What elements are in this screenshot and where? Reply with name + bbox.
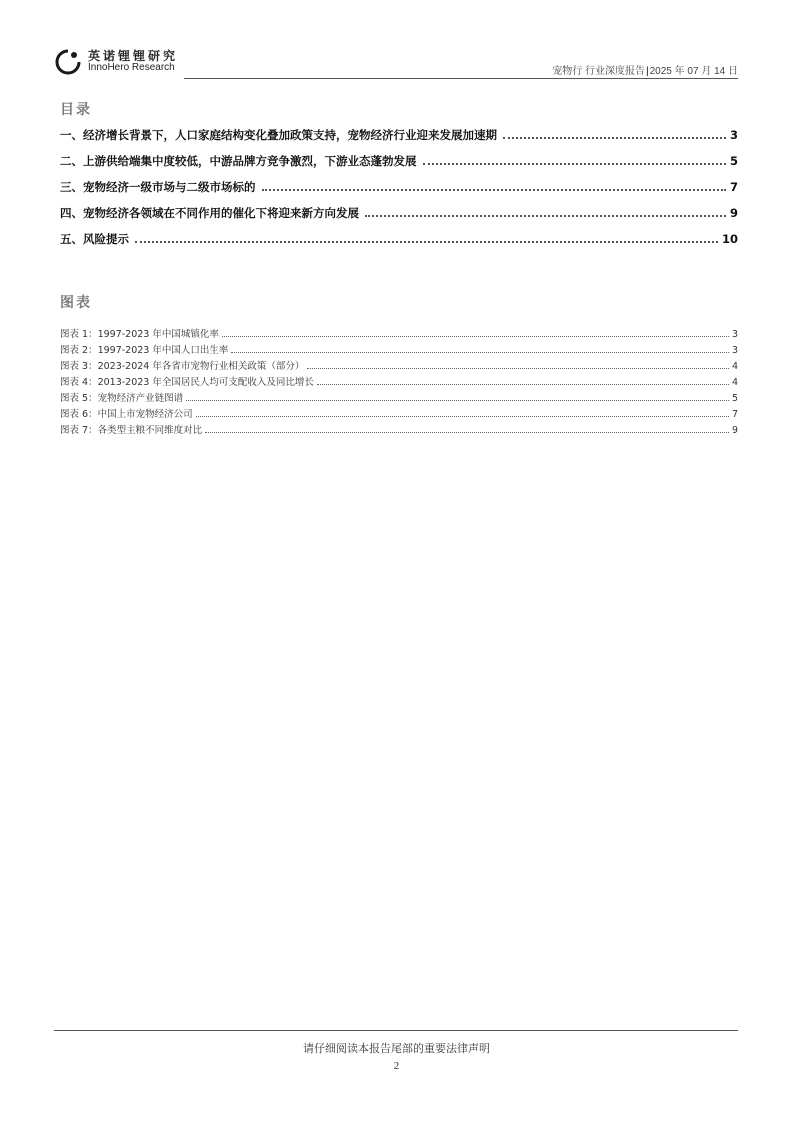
toc-title: 目录: [60, 102, 92, 118]
footer-divider: [54, 1030, 738, 1031]
page-number: 2: [393, 1060, 400, 1072]
figure-item[interactable]: 图表 6：中国上市宠物经济公司 7: [60, 409, 738, 420]
legal-notice: 请仔细阅读本报告尾部的重要法律声明: [303, 1042, 490, 1055]
report-date: 2025 年 07 月 14 日: [649, 66, 738, 77]
header-divider: [184, 78, 738, 79]
figures-title: 图表: [60, 295, 92, 311]
toc-item[interactable]: 五、风险提示 10: [60, 232, 738, 246]
toc-item[interactable]: 四、宠物经济各领域在不同作用的催化下将迎来新方向发展 9: [60, 206, 738, 220]
toc-list: [60, 127, 738, 257]
toc-item[interactable]: 三、宠物经济一级市场与二级市场标的 7: [60, 180, 738, 194]
page-header: [54, 44, 738, 80]
figure-item[interactable]: 图表 1：1997-2023 年中国城镇化率 3: [60, 329, 738, 340]
innohero-logo-icon: [54, 48, 82, 76]
figure-item[interactable]: 图表 4：2013-2023 年全国居民人均可支配收入及同比增长 4: [60, 377, 738, 388]
figure-item[interactable]: 图表 2：1997-2023 年中国人口出生率 3: [60, 345, 738, 356]
report-type: 宠物行 行业深度报告: [552, 66, 645, 77]
brand-name-cn: 英诺锂锂研究: [88, 49, 179, 63]
figure-list: [60, 326, 738, 438]
brand-name-en: InnoHero Research: [88, 62, 175, 73]
toc-item[interactable]: 二、上游供给端集中度较低，中游品牌方竞争激烈，下游业态蓬勃发展 5: [60, 154, 738, 168]
toc-item[interactable]: 一、经济增长背景下，人口家庭结构变化叠加政策支持，宠物经济行业迎来发展加速期 3: [60, 128, 738, 142]
figure-item[interactable]: 图表 5：宠物经济产业链图谱 5: [60, 393, 738, 404]
figure-item[interactable]: 图表 3：2023-2024 年各省市宠物行业相关政策（部分） 4: [60, 361, 738, 372]
figure-item[interactable]: 图表 7：各类型主粮不同维度对比 9: [60, 425, 738, 436]
header-report-info: 宠物行 行业深度报告|2025 年 07 月 14 日: [552, 66, 738, 77]
